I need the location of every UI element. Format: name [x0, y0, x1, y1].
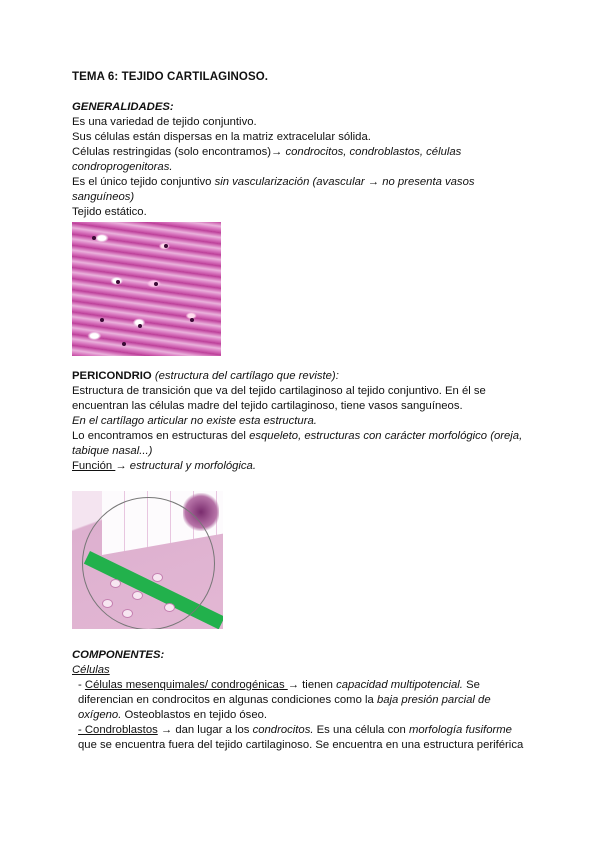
- locations: esqueleto, estructuras con carácter morfológico (oreja, tabique nasal...): [72, 430, 523, 457]
- pericondrio-line-2: [72, 414, 532, 429]
- celulas-subheading: [72, 663, 532, 678]
- componentes-heading: COMPONENTES:: [72, 649, 165, 661]
- emphasis: capacidad multipotencial.: [336, 679, 463, 691]
- pericondrio-funcion: [72, 459, 532, 474]
- list-item-mesenquimales: - Células mesenquimales/ condrogénicas → tienen capacidad multipotencial. Se diferencian en condrocitos en algunas condiciones como la baja presión parcial de oxígeno. Osteoblastos en tejido óseo.: [78, 679, 491, 721]
- generalidades-heading: GENERALIDADES:: [72, 101, 174, 113]
- heading-bold: PERICONDRIO: [72, 370, 152, 382]
- generalidades-line-1: Es una variedad de tejido conjuntivo.: [72, 116, 257, 128]
- pericondrio-line-3: [72, 429, 532, 459]
- pericondrio-line-1: Estructura de transición que va del tejido cartilaginoso al tejido conjuntivo. En él se encuentran las células madre del tejido cartilaginoso, tiene vasos sanguíneos.: [72, 385, 486, 412]
- document-title: TEMA 6: TEJIDO CARTILAGINOSO.: [72, 71, 269, 83]
- text: → tienen: [287, 679, 337, 691]
- text: que se encuentra fuera del tejido cartilaginoso. Se encuentra en una estructura periférica: [78, 739, 524, 751]
- item-label: Células mesenquimales/ condrogénicas: [84, 679, 288, 691]
- text: Es una célula con: [313, 724, 409, 736]
- text: Osteoblastos en tejido óseo.: [121, 709, 268, 721]
- arrow: →: [115, 460, 130, 472]
- text: Lo encontramos en estructuras del: [72, 430, 250, 442]
- generalidades-line-5: Tejido estático.: [72, 206, 147, 218]
- text: Se diferencian en condrocitos en algunas condiciones como la: [78, 679, 480, 706]
- funcion-value: estructural y morfológica.: [129, 460, 256, 472]
- emphasis: condrocitos.: [252, 724, 314, 736]
- text: Células restringidas (solo encontramos)→: [72, 146, 286, 158]
- cell-types: condrocitos, condroblastos, células condroprogenitoras.: [72, 146, 462, 173]
- list-item-condroblastos: [72, 723, 532, 753]
- document-page: [72, 70, 532, 753]
- cartilage-micrograph-image: [72, 222, 221, 356]
- articular-note: En el cartílago articular no existe esta estructura.: [72, 415, 317, 427]
- item-label: - Condroblastos: [78, 724, 158, 736]
- text: Es el único tejido conjuntivo: [72, 176, 215, 188]
- avascular-note: sin vascularización (avascular → no presenta vasos sanguíneos): [72, 176, 475, 203]
- text: → dan lugar a los: [157, 724, 253, 736]
- pericondrio-heading: [72, 369, 532, 384]
- heading-note: (estructura del cartílago que reviste):: [151, 370, 339, 382]
- pericondrio-micrograph-image: [72, 491, 223, 629]
- funcion-label: Función: [72, 460, 116, 472]
- subheading: Células: [72, 664, 110, 676]
- generalidades-line-4: [72, 175, 532, 205]
- generalidades-line-2: Sus células están dispersas en la matriz extracelular sólida.: [72, 131, 371, 143]
- generalidades-line-3: [72, 145, 532, 175]
- emphasis: baja presión parcial de oxígeno.: [78, 694, 491, 721]
- emphasis: morfología fusiforme: [408, 724, 512, 736]
